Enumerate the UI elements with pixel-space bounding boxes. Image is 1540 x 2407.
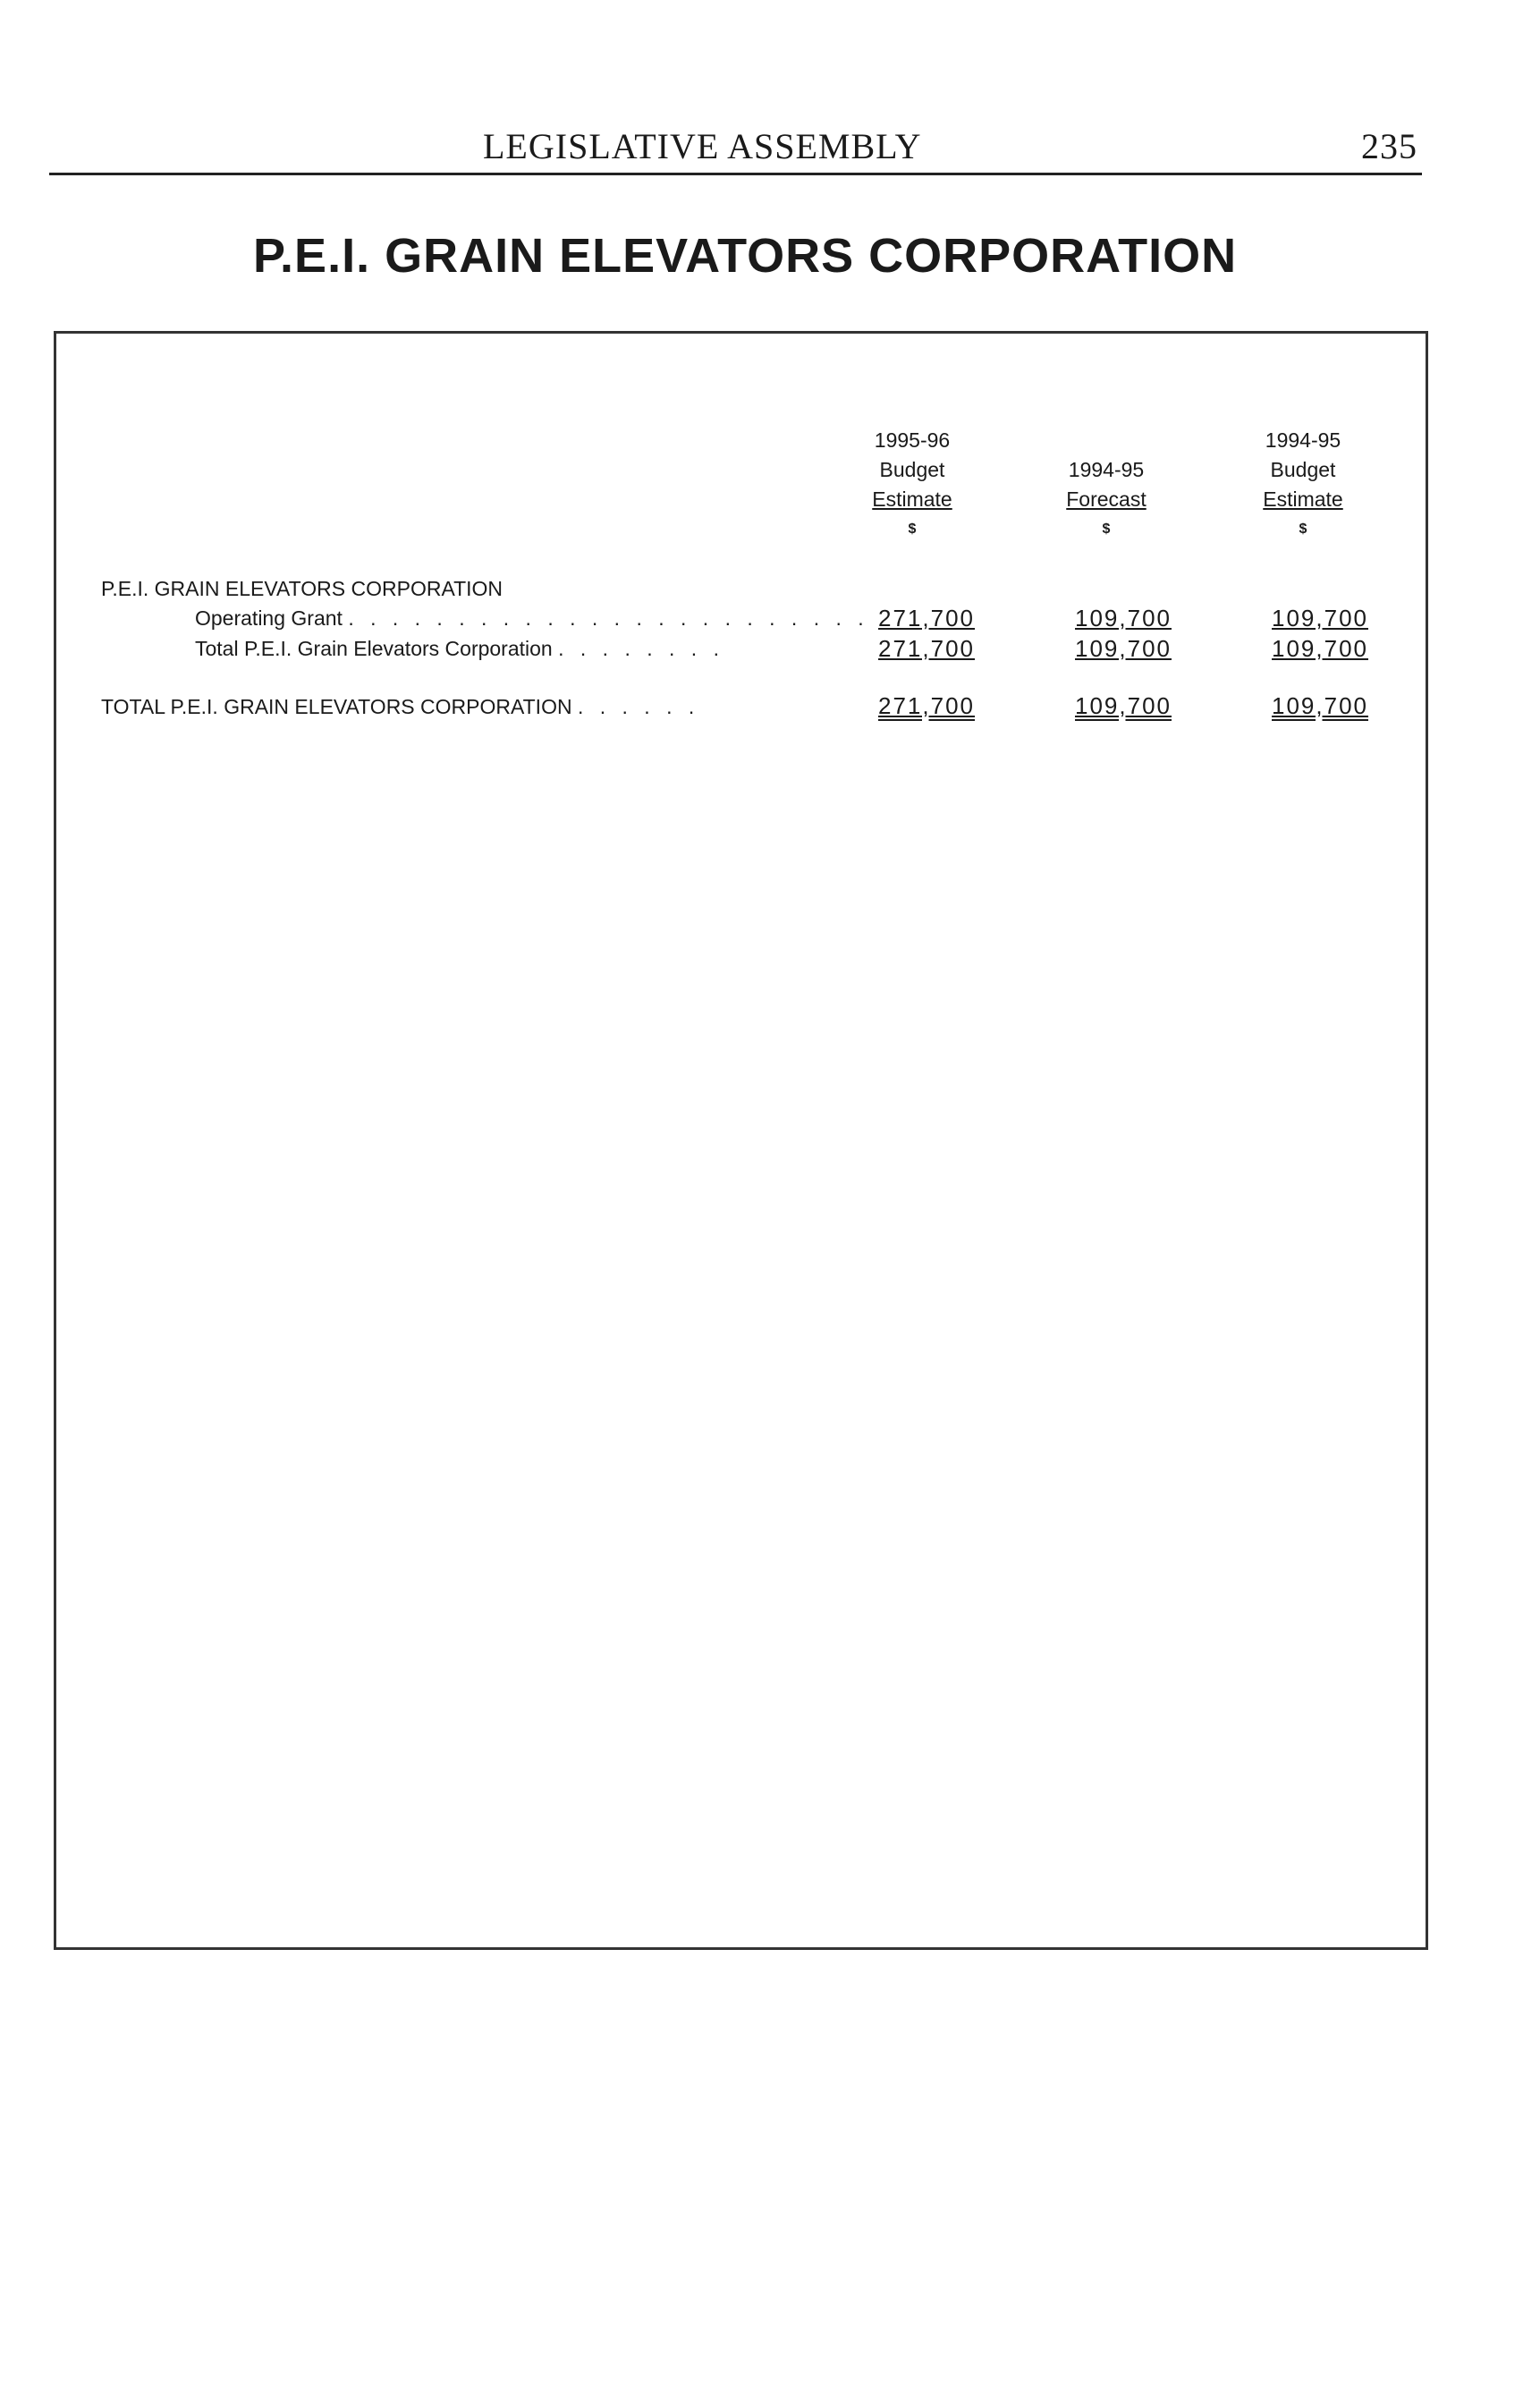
column-currency: $ xyxy=(1102,521,1111,537)
section-heading: P.E.I. GRAIN ELEVATORS CORPORATION xyxy=(101,577,503,600)
dot-leader: . . . . . . . . xyxy=(558,637,724,660)
row-label: TOTAL P.E.I. GRAIN ELEVATORS CORPORATION xyxy=(101,695,572,718)
column-line2: 1994-95 xyxy=(1068,458,1145,481)
row-value: 271,700 xyxy=(878,692,975,719)
row-value: 109,700 xyxy=(1075,635,1172,662)
column-line3: Estimate xyxy=(872,487,952,511)
running-title: LEGISLATIVE ASSEMBLY xyxy=(483,126,922,166)
row-value: 109,700 xyxy=(1272,635,1368,662)
row-value: 271,700 xyxy=(878,605,975,631)
row-value: 109,700 xyxy=(1272,605,1368,631)
header-rule xyxy=(49,173,1422,175)
row-value: 271,700 xyxy=(878,635,975,662)
document-title: P.E.I. GRAIN ELEVATORS CORPORATION xyxy=(253,229,1238,283)
column-year: 1995-96 xyxy=(874,428,951,452)
column-line3: Forecast xyxy=(1066,487,1147,511)
row-value: 109,700 xyxy=(1075,692,1172,719)
column-line2: Budget xyxy=(1270,458,1336,481)
column-header-1994-95-forecast xyxy=(1030,455,1182,544)
dot-leader: . . . . . . xyxy=(577,695,700,718)
page-number: 235 xyxy=(1361,126,1417,166)
column-line2: Budget xyxy=(879,458,945,481)
row-value: 109,700 xyxy=(1075,605,1172,631)
dot-leader: . . . . . . . . . . . . . . . . . . . . . . . . xyxy=(348,606,869,630)
table-frame xyxy=(54,331,1428,1950)
column-currency: $ xyxy=(908,521,917,537)
column-year: 1994-95 xyxy=(1265,428,1341,452)
table-row-label xyxy=(195,606,869,631)
row-label: Operating Grant xyxy=(195,606,343,630)
table-row-label xyxy=(101,695,699,719)
running-head xyxy=(0,125,1540,170)
column-line3: Estimate xyxy=(1263,487,1343,511)
column-currency: $ xyxy=(1299,521,1307,537)
row-label: Total P.E.I. Grain Elevators Corporation xyxy=(195,637,553,660)
table-row-label xyxy=(195,637,724,661)
row-value: 109,700 xyxy=(1272,692,1368,719)
column-header-1994-95-budget xyxy=(1227,426,1379,544)
column-header-1995-96-budget xyxy=(836,426,988,544)
